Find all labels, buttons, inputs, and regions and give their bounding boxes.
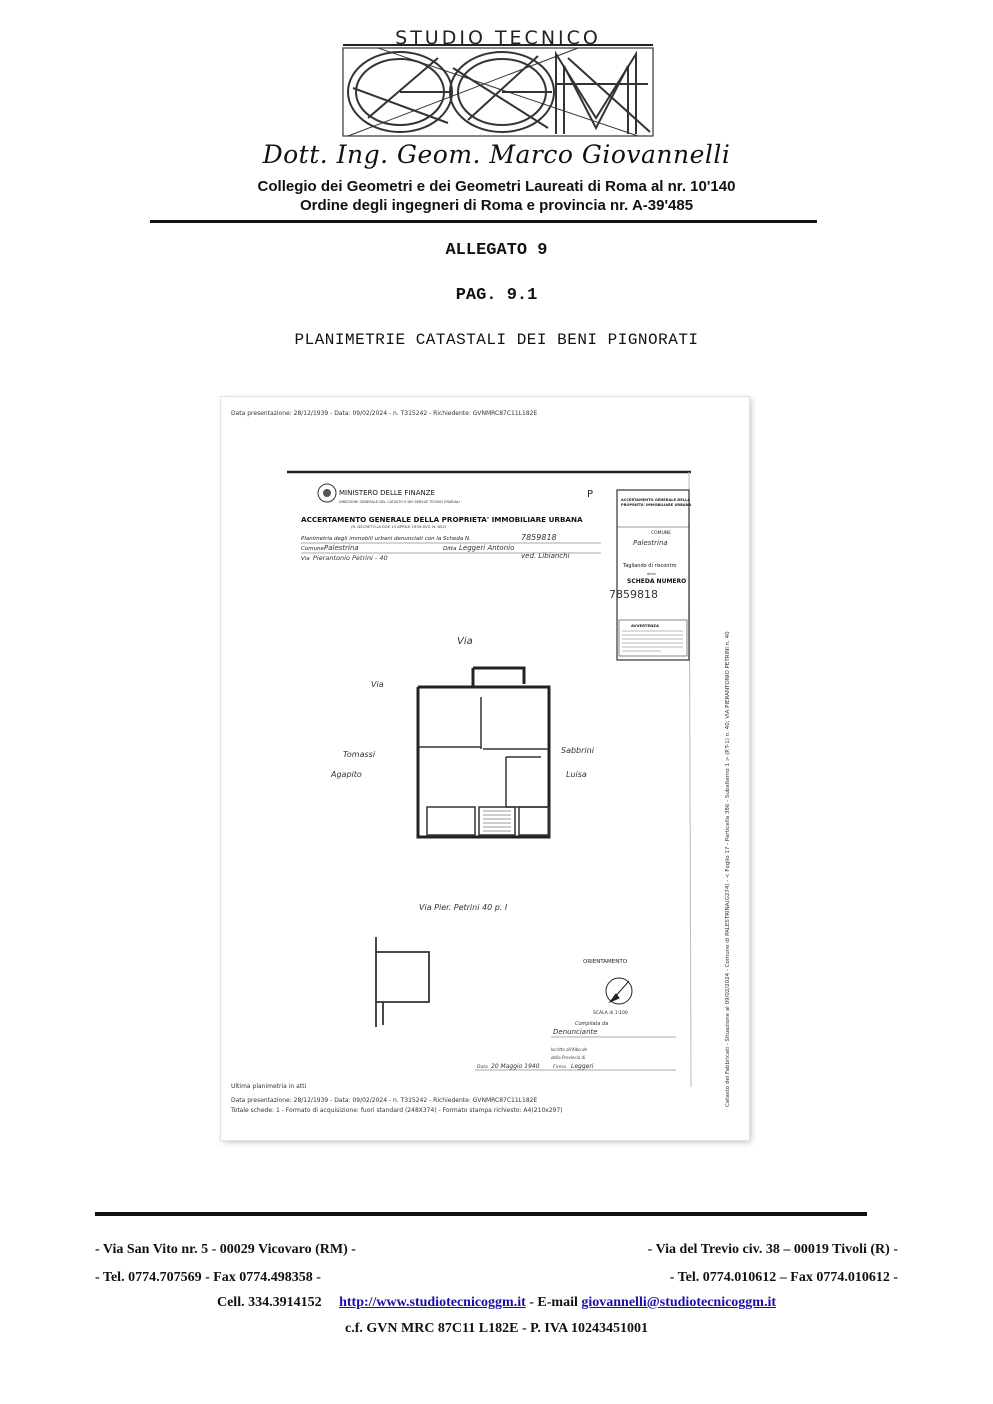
svg-text:Luisa: Luisa xyxy=(566,770,587,779)
svg-text:SCHEDA NUMERO: SCHEDA NUMERO xyxy=(627,578,687,585)
svg-text:P: P xyxy=(587,489,594,500)
svg-text:AVVERTENZA: AVVERTENZA xyxy=(631,623,659,628)
svg-text:della Provincia di: della Provincia di xyxy=(551,1055,586,1060)
plan-line: Planimetria degli immobili urbani denunciati con la Scheda N. xyxy=(301,536,471,542)
svg-text:Leggeri: Leggeri xyxy=(571,1063,594,1070)
scan-side-caption: Catasto dei Fabbricati - Situazione al 09/02/2024 - Comune di PALESTRINA(G274) - < Foglio 17 - Particella 386 - Subalterno 1 > (P.T-1) n. 40; VIA PIERANTONIO PETRINI n. 40 xyxy=(725,631,731,1107)
svg-text:Tomassi: Tomassi xyxy=(343,750,376,759)
plan-via-left: Via xyxy=(371,680,384,689)
svg-text:Via: Via xyxy=(301,556,310,562)
phone-tivoli: - Tel. 0774.010612 – Fax 0774.010612 - xyxy=(669,1270,898,1285)
scan-footer-format: Totale schede: 1 - Formato di acquisizione: fuori standard (248X374) - Formato stampa richiesto: A4(210x297) xyxy=(231,1107,563,1114)
svg-text:SCALA di 1:100: SCALA di 1:100 xyxy=(593,1011,628,1016)
header-divider xyxy=(150,220,817,223)
scan-footer-last-plan: Ultima planimetria in atti xyxy=(231,1083,307,1090)
logo-text: STUDIO TECNICO xyxy=(395,28,601,49)
svg-text:Denunciante: Denunciante xyxy=(553,1028,598,1036)
fiscal-code: c.f. GVN MRC 87C11 L182E - P. IVA 10243451001 xyxy=(345,1321,648,1336)
svg-text:Leggeri Antonio: Leggeri Antonio xyxy=(459,544,515,552)
svg-text:ved. Libianchi: ved. Libianchi xyxy=(521,552,570,560)
svg-text:ORIENTAMENTO: ORIENTAMENTO xyxy=(583,959,628,965)
cadastral-plan-scan xyxy=(221,397,749,1140)
studio-logo xyxy=(338,28,658,144)
phone-vicovaro: - Tel. 0774.707569 - Fax 0774.498358 - xyxy=(95,1270,321,1285)
decree-line: (R. DECRETO-LEGGE 13 APRILE 1939-XVII, N. 652) xyxy=(351,524,447,529)
ministry-sub: DIREZIONE GENERALE DEL CATASTO E DEI SERVIZI TECNICI ERARIALI xyxy=(339,500,461,504)
website-link[interactable]: http://www.studiotecnicoggm.it xyxy=(339,1295,526,1310)
contact-line xyxy=(0,1295,993,1311)
document-subtitle: PLANIMETRIE CATASTALI DEI BENI PIGNORATI xyxy=(294,331,699,349)
svg-text:COMUNE: COMUNE xyxy=(651,531,672,536)
college-registration: Collegio dei Geometri e dei Geometri Laureati di Roma al nr. 10'140 xyxy=(257,178,736,195)
svg-text:Comune: Comune xyxy=(301,546,324,552)
ministry-label: MINISTERO DELLE FINANZE xyxy=(339,489,435,497)
address-tivoli: - Via del Trevio civ. 38 – 00019 Tivoli (R) - xyxy=(647,1242,898,1257)
svg-text:Sabbrini: Sabbrini xyxy=(561,746,594,755)
scan-header-text: Data presentazione: 28/12/1939 - Data: 09/02/2024 - n. T315242 - Richiedente: GVNMRC87C11L182E xyxy=(231,410,538,417)
page-number: PAG. 9.1 xyxy=(455,286,538,305)
svg-text:Tagliando di riscontro: Tagliando di riscontro xyxy=(623,563,677,569)
scheda-number: 7859818 xyxy=(609,588,658,601)
engineer-name: Dott. Ing. Geom. Marco Giovannelli xyxy=(262,140,731,169)
svg-text:20 Maggio 1940: 20 Maggio 1940 xyxy=(491,1063,540,1070)
scheda-handwritten: 7859818 xyxy=(521,533,557,542)
email-label: - E-mail xyxy=(529,1295,578,1310)
svg-text:Compilata da: Compilata da xyxy=(575,1021,609,1027)
footer-divider xyxy=(95,1212,867,1216)
svg-text:Palestrina: Palestrina xyxy=(324,544,359,552)
scan-footer-request: Data presentazione: 28/12/1939 - Data: 09/02/2024 - n. T315242 - Richiedente: GVNMRC87C11L182E xyxy=(231,1097,538,1104)
svg-text:PROPRIETA' IMMOBILIARE URBANA: PROPRIETA' IMMOBILIARE URBANA xyxy=(621,503,692,507)
svg-text:Palestrina: Palestrina xyxy=(633,539,668,547)
address-vicovaro: - Via San Vito nr. 5 - 00029 Vicovaro (RM) - xyxy=(95,1242,356,1257)
svg-text:Agapito: Agapito xyxy=(331,770,362,779)
svg-text:Data: Data xyxy=(477,1065,488,1070)
cadastral-sheet xyxy=(221,397,749,1140)
email-link[interactable]: giovannelli@studiotecnicoggm.it xyxy=(581,1295,777,1310)
svg-text:Iscritto all'Albo de: Iscritto all'Albo de xyxy=(551,1047,587,1052)
cell-number: Cell. 334.3914152 xyxy=(216,1295,322,1310)
plan-via-bottom: Via Pier. Petrini 40 p. I xyxy=(419,903,508,912)
svg-text:Firma: Firma xyxy=(553,1065,566,1070)
allegato-title: ALLEGATO 9 xyxy=(445,241,548,260)
svg-text:Ditta: Ditta xyxy=(443,546,457,552)
form-heading: ACCERTAMENTO GENERALE DELLA PROPRIETA' IMMOBILIARE URBANA xyxy=(301,515,583,524)
engineers-order-registration: Ordine degli ingegneri di Roma e provincia nr. A-39'485 xyxy=(299,197,694,214)
svg-text:Pierantonio Petrini - 40: Pierantonio Petrini - 40 xyxy=(313,554,388,562)
svg-text:ACCERTAMENTO GENERALE DELLA: ACCERTAMENTO GENERALE DELLA xyxy=(621,498,691,502)
plan-via-top: Via xyxy=(457,636,473,647)
ministry-emblem-icon xyxy=(318,484,336,502)
north-arrow-icon xyxy=(606,978,632,1004)
svg-text:della: della xyxy=(647,572,656,576)
